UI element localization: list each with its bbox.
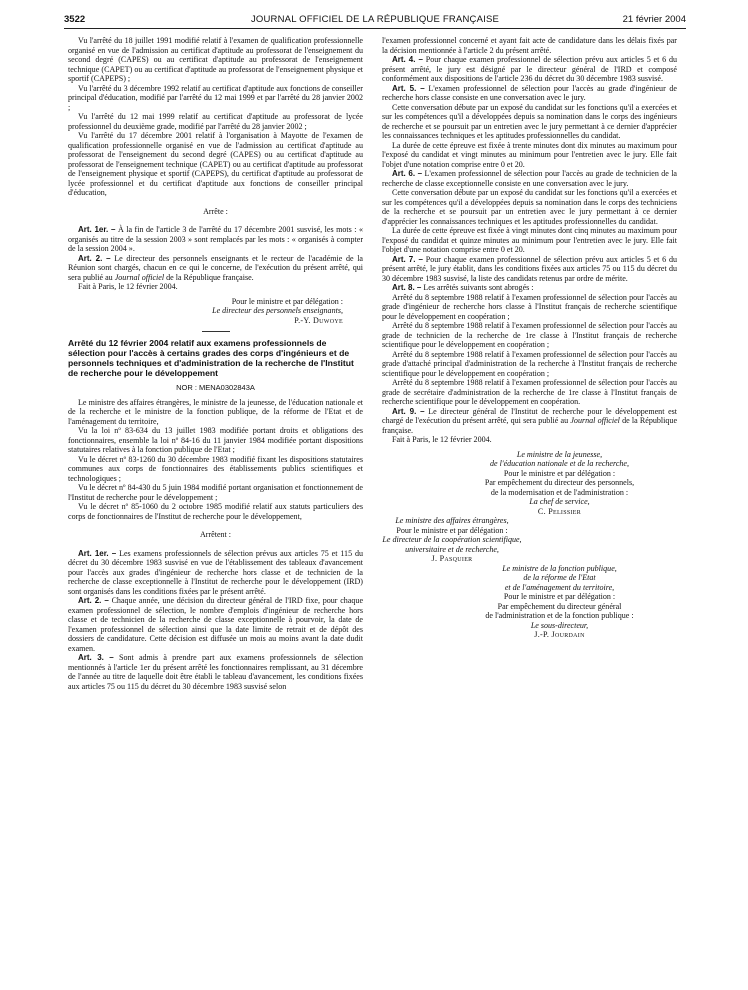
journal-reference: Journal officiel	[570, 416, 620, 425]
visa-paragraph: Vu le décret nº 84-430 du 5 juin 1984 modifié portant organisation et fonctionnement de l'Institut de recherche pour le développement ;	[68, 483, 363, 502]
signature-line: Par empêchement du directeur général	[497, 601, 622, 611]
signature-line: et de l'aménagement du territoire,	[504, 582, 615, 592]
fait-line: Fait à Paris, le 12 février 2004.	[392, 435, 492, 444]
page-number: 3522	[64, 14, 86, 25]
article-text: Les arrêtés suivants sont abrogés :	[423, 283, 534, 292]
article-text: Les examens professionnels de sélection prévus aux articles 75 et 115 du décret du 30 décembre 1983 susvisé en vue de l'établissement des tableaux d'avancement pour l'accès aux grades d'ingénieur de recherche hors classe et de technicien de la recherche de classe exceptionnelle à l'Institut de recherche pour le développement (IRD) sont organisés dans les conditions fixées par le présent arrêté.	[68, 548, 364, 596]
visa-paragraph: Vu la loi nº 83-634 du 13 juillet 1983 modifiée portant droits et obligations des fonctionnaires, ensemble la loi nº 84-16 du 11 janvier 1984 modifiée portant dispositions statutaires relatives à la fonction publique de l'Etat ;	[68, 426, 363, 454]
header-rule	[64, 28, 686, 29]
signature-line: Le ministre des affaires étrangères,	[395, 516, 509, 525]
article-6	[382, 169, 677, 188]
decree-title: Arrêté du 12 février 2004 relatif aux examens professionnels de sélection pour l'accès à certains grades des corps d'ingénieurs et de personnels techniques et d'administration de la recherche de l'Institut de recherche pour le développement	[68, 338, 354, 378]
article-2	[68, 254, 363, 283]
signature-line: de la modernisation et de l'administration :	[490, 487, 629, 497]
article-text: Le directeur des personnels enseignants et le recteur de l'académie de la Réunion sont chargés, chacun en ce qui le concerne, de l'exécution du présent arrêté, qui sera publié au	[68, 253, 363, 282]
journal-title: JOURNAL OFFICIEL DE LA RÉPUBLIQUE FRANÇAISE	[250, 14, 500, 25]
signature-line: Par empêchement du directeur des personnels,	[484, 478, 635, 487]
signatory-name: P.-Y. Duwoye	[294, 315, 343, 325]
signature-line: de la réforme de l'Etat	[523, 573, 596, 582]
signature-line: Le ministre de la jeunesse,	[516, 449, 603, 459]
nor-reference: NOR : MENA0302843A	[176, 383, 255, 392]
left-column	[68, 36, 363, 691]
article-text-end: de la République française.	[166, 272, 254, 282]
article-1	[68, 549, 363, 597]
article-label: Art. 1er. –	[78, 548, 117, 558]
article-text-end: de la République française.	[382, 416, 678, 435]
article-9	[382, 407, 677, 436]
article-8	[382, 283, 677, 293]
article-2	[68, 596, 363, 653]
signature-line: La chef de service,	[529, 497, 590, 506]
article-paragraph: La durée de cette épreuve est fixée à vingt minutes dont cinq minutes au maximum pour l'exposé du candidat et quinze minutes au minimum pour l'entretien avec le jury. Elle fait l'objet d'une notation comprise entre 0 et 20.	[382, 226, 677, 254]
signature-line: de l'administration et de la fonction publique :	[485, 611, 634, 620]
visa-paragraph: Vu l'arrêté du 3 décembre 1992 relatif au certificat d'aptitude aux fonctions de conseiller principal d'éducation, modifié par l'arrêté du 12 mai 1999 et par l'arrêté du 28 janvier 2002 ;	[68, 83, 363, 112]
abrogated-item: Arrêté du 8 septembre 1988 relatif à l'examen professionnel de sélection pour l'accès au grade d'attaché principal d'administration de la recherche à l'Institut français de recherche scientifique pour le développement en coopération ;	[382, 349, 677, 378]
journal-reference: Journal officiel	[114, 272, 165, 282]
article-label: Art. 6. –	[392, 169, 423, 178]
article-3	[68, 653, 363, 691]
visa-paragraph: Vu l'arrêté du 17 décembre 2001 relatif à l'organisation à Mayotte de l'examen de qualification professionnelle organisé en vue de l'admission au certificat d'aptitude au professorat de l'enseignement du second degré (CAPES) ou au certificat d'aptitude au professorat de l'enseignement technique (CAPET) ou au certificat d'aptitude au professorat de l'enseignement physique et sportif (CAPEPS), du certificat d'aptitude au professorat de lycée professionnel et du certificat d'aptitude aux fonctions de conseiller principal d'éducation,	[68, 131, 363, 197]
article-paragraph: Cette conversation débute par un exposé du candidat sur les fonctions qu'il a exercées et sur les compétences qu'il a développées depuis sa nomination dans le corps des techniciens de la recherche et se poursuit par un entretien avec le jury permettant à ce dernier d'apprécier les connaissances techniques et les aptitudes professionnelles du candidat.	[382, 188, 677, 226]
signature-block-foreign-affairs	[352, 516, 552, 564]
signature-line: Pour le ministre et par délégation :	[503, 468, 616, 478]
signature-line: Pour le ministre et par délégation :	[503, 592, 616, 601]
article-text: Le directeur général de l'Institut de recherche pour le développement est chargé de l'exécution du présent arrêté, qui sera publié au	[382, 406, 678, 425]
article-text: Pour chaque examen professionnel de sélection prévu aux articles 5 et 6 du présent arrêté, le jury établit, dans les conditions fixées aux articles 75 ou 115 du décret du 30 décembre 1983 susvisé, la liste des candidats retenus par ordre de mérite.	[382, 254, 678, 283]
article-label: Art. 4. –	[392, 55, 423, 64]
visa-paragraph: Vu le décret nº 83-1260 du 30 décembre 1983 modifié fixant les dispositions statutaires communes aux corps de fonctionnaires des établissements publics scientifiques et technologiques ;	[68, 454, 363, 483]
fait-line: Fait à Paris, le 12 février 2004.	[78, 282, 178, 291]
visa-paragraph: Le ministre des affaires étrangères, le ministre de la jeunesse, de l'éducation nationale et de la recherche et le ministre de la fonction publique, de la réforme de l'Etat et de l'aménagement du territoire,	[68, 397, 363, 426]
signature-line: Le ministre de la fonction publique,	[502, 563, 617, 573]
article-text: Pour chaque examen professionnel de sélection prévu aux articles 5 et 6 du présent arrêté, le jury est désigné par le directeur général de l'IRD et composé conformément aux dispositions de l'article 236 du décret du 30 décembre 1983 susvisé.	[382, 55, 678, 83]
article-4	[382, 55, 677, 84]
article-text: L'examen professionnel de sélection pour l'accès au grade d'ingénieur de recherche hors classe consiste en une conversation avec le jury.	[382, 83, 678, 102]
article-label: Art. 1er. –	[78, 225, 116, 234]
signature-block-education	[382, 450, 677, 517]
signatory-name: J.-P. Jourdain	[534, 630, 585, 639]
article-text: Chaque année, une décision du directeur général de l'IRD fixe, pour chaque examen professionnel de sélection, le nombre d'emplois d'ingénieur de recherche hors classe et de technicien de la recherche de classe exceptionnelle à pourvoir, la date de l'examen professionnel de sélection ainsi que la date limite de retrait et de dépôt des dossiers de candidature. Cette décision est diffusée un mois au moins avant la date dudit examen.	[68, 596, 364, 653]
visa-paragraph: Vu l'arrêté du 12 mai 1999 relatif au certificat d'aptitude au professorat de lycée professionnel du deuxième grade, modifié par l'arrêté du 28 janvier 2002 ;	[68, 112, 363, 131]
signature-line: Pour le ministre et par délégation :	[231, 296, 343, 306]
arrete-heading: Arrête :	[203, 206, 228, 216]
signatory-name: J. Pasquier	[431, 554, 473, 563]
article-label: Art. 2. –	[78, 596, 109, 605]
article-label: Art. 9. –	[392, 406, 425, 416]
article-label: Art. 3. –	[78, 653, 114, 662]
article-label: Art. 5. –	[392, 83, 425, 93]
separator-rule	[202, 331, 230, 332]
signature-line: Le directeur de la coopération scientifique,	[382, 535, 522, 544]
article-7	[382, 255, 677, 284]
article-label: Art. 2. –	[78, 253, 111, 263]
continued-text: l'examen professionnel concerné et ayant fait acte de candidature dans les délais fixés par la décision mentionnée à l'article 2 du présent arrêté.	[382, 36, 677, 55]
article-text: À la fin de l'article 3 de l'arrêté du 17 décembre 2001 susvisé, les mots : « organisés au titre de la session 2003 » sont remplacés par les mots : « organisés à compter de la session 2004 ».	[68, 225, 363, 253]
signature-line: universitaire et de recherche,	[405, 544, 499, 554]
article-label: Art. 7. –	[392, 254, 423, 264]
issue-date: 21 février 2004	[622, 14, 686, 25]
abrogated-item: Arrêté du 8 septembre 1988 relatif à l'examen professionnel de sélection pour l'accès au grade d'ingénieur de recherche hors classe à l'Institut français de recherche scientifique pour le développement en coopération ;	[382, 292, 677, 321]
article-paragraph: La durée de cette épreuve est fixée à trente minutes dont dix minutes au maximum pour l'exposé du candidat et vingt minutes au minimum pour l'entretien avec le jury. Elle fait l'objet d'une notation comprise entre 0 et 20.	[382, 140, 677, 169]
abrogated-item: Arrêté du 8 septembre 1988 relatif à l'examen professionnel de sélection pour l'accès au grade de technicien de la recherche de 1re classe à l'Institut français de recherche scientifique pour le développement en coopération ;	[382, 321, 677, 349]
abrogated-item: Arrêté du 8 septembre 1988 relatif à l'examen professionnel de sélection pour l'accès au grade de secrétaire d'administration de la recherche de 1re classe à l'Institut français de recherche scientifique pour le développement en coopération.	[382, 378, 677, 406]
signature-line: Pour le ministre et par délégation :	[396, 525, 508, 535]
signatory-name: C. Pelissier	[537, 506, 582, 516]
article-text: L'examen professionnel de sélection pour l'accès au grade de technicien de la recherche de classe exceptionnelle consiste en une conversation avec le jury.	[382, 169, 678, 188]
arretent-heading: Arrêtent :	[199, 530, 232, 539]
signature-block-public-service	[382, 564, 677, 640]
signature-line: de l'éducation nationale et de la recherche,	[490, 459, 629, 468]
signature-line: Le sous-directeur,	[530, 620, 589, 630]
visa-paragraph: Vu l'arrêté du 18 juillet 1991 modifié relatif à l'examen de qualification professionnelle organisé en vue de l'admission au certificat d'aptitude au professorat de l'enseignement du second degré (CAPES) ou au certificat d'aptitude au professorat de l'enseignement technique (CAPET) ou au certificat d'aptitude au professorat de l'enseignement physique et sportif (CAPEPS) ;	[68, 36, 363, 83]
article-paragraph: Cette conversation débute par un exposé du candidat sur les fonctions qu'il a exercées et sur les compétences qu'il a développées depuis sa nomination dans le corps des ingénieurs de recherche et se poursuit par un entretien avec le jury permettant à ce dernier d'apprécier les connaissances techniques et les aptitudes professionnelles du candidat.	[382, 102, 677, 140]
signature-title: Le directeur des personnels enseignants,	[212, 306, 343, 315]
article-1	[68, 225, 363, 254]
article-5	[382, 84, 677, 103]
visa-paragraph: Vu le décret nº 85-1060 du 2 octobre 1985 modifié relatif aux statuts particuliers des corps de fonctionnaires de l'Institut de recherche pour le développement,	[68, 502, 363, 521]
article-label: Art. 8. –	[392, 283, 422, 292]
article-text: Sont admis à prendre part aux examens professionnels de sélection mentionnés à l'article 1er du présent arrêté les fonctionnaires remplissant, au 31 décembre de l'année au titre de laquelle doit être établi le tableau d'avancement, les conditions fixées aux articles 75 ou 115 du décret du 30 décembre 1983 susvisé selon	[68, 653, 363, 691]
right-column	[382, 36, 677, 640]
